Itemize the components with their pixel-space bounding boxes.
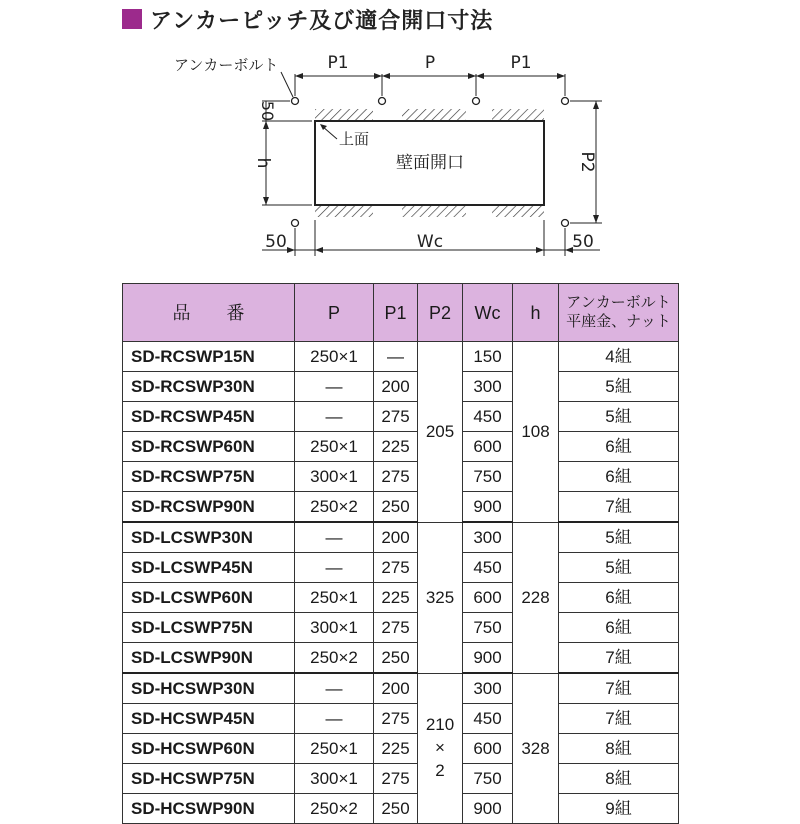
cell-anchor: 6組: [559, 432, 679, 462]
table-row: [123, 372, 679, 402]
cell-p1: 275: [374, 553, 418, 583]
table-row: [123, 673, 679, 704]
cell-p1: 200: [374, 673, 418, 704]
header-p1: P1: [374, 284, 418, 342]
anchor-hole-bottom-left: [292, 220, 299, 227]
cell-model: SD-RCSWP60N: [123, 432, 295, 462]
cell-h-group-hc: 328: [513, 673, 559, 824]
cell-p: 300×1: [295, 613, 374, 643]
anchor-pitch-diagram: [0, 0, 800, 280]
cell-p1: 275: [374, 462, 418, 492]
table-row: [123, 402, 679, 432]
header-wc: Wc: [463, 284, 513, 342]
cell-wc: 600: [463, 432, 513, 462]
cell-h-group-lc: 228: [513, 522, 559, 673]
dim-label-50-left-top: 50: [258, 100, 277, 122]
cell-model: SD-HCSWP45N: [123, 704, 295, 734]
cell-anchor: 5組: [559, 522, 679, 553]
cell-wc: 600: [463, 583, 513, 613]
cell-model: SD-RCSWP90N: [123, 492, 295, 523]
cell-p: 300×1: [295, 462, 374, 492]
hatch-bottom-left: [315, 205, 373, 217]
dim-label-h: h: [253, 157, 273, 169]
cell-wc: 900: [463, 794, 513, 824]
cell-model: SD-RCSWP45N: [123, 402, 295, 432]
cell-p1: 275: [374, 402, 418, 432]
cell-p1: 225: [374, 583, 418, 613]
dim-label-p1-left: P1: [327, 53, 349, 73]
cell-wc: 450: [463, 402, 513, 432]
dim-label-50-bottom-left: 50: [265, 232, 287, 252]
cell-h-group-rc: 108: [513, 342, 559, 523]
cell-p: 250×1: [295, 432, 374, 462]
hatch-top-left: [315, 109, 373, 121]
table-row: [123, 764, 679, 794]
cell-p1: 250: [374, 794, 418, 824]
cell-p: 250×2: [295, 794, 374, 824]
cell-p2-group-hc: [418, 673, 463, 824]
anchor-bolt-leader: [281, 72, 293, 97]
cell-p1: 250: [374, 492, 418, 523]
cell-model: SD-LCSWP30N: [123, 522, 295, 553]
cell-p: —: [295, 553, 374, 583]
cell-model: SD-LCSWP45N: [123, 553, 295, 583]
table-row: [123, 794, 679, 824]
cell-p: 250×1: [295, 583, 374, 613]
dim-label-50-bottom-right: 50: [572, 232, 594, 252]
cell-p1: 225: [374, 734, 418, 764]
table-header-row: [123, 284, 679, 342]
top-surface-label: 上面: [339, 130, 370, 148]
table-row: [123, 704, 679, 734]
cell-p: 250×2: [295, 643, 374, 674]
cell-p2-group-rc: 205: [418, 342, 463, 523]
cell-p2-group-lc: 325: [418, 522, 463, 673]
header-anchor-set: [559, 284, 679, 342]
header-p2: P2: [418, 284, 463, 342]
cell-wc: 750: [463, 462, 513, 492]
cell-wc: 750: [463, 613, 513, 643]
cell-model: SD-RCSWP30N: [123, 372, 295, 402]
cell-p: 250×2: [295, 492, 374, 523]
table-row: [123, 553, 679, 583]
cell-p: —: [295, 673, 374, 704]
header-anchor-line1: アンカーボルト: [566, 293, 671, 311]
cell-anchor: 8組: [559, 764, 679, 794]
hatch-bottom-mid: [402, 205, 466, 217]
wall-opening-label: 壁面開口: [396, 153, 464, 173]
cell-p1: 250: [374, 643, 418, 674]
cell-wc: 900: [463, 643, 513, 674]
table-row: [123, 643, 679, 674]
anchor-hole-top-left: [292, 98, 299, 105]
cell-anchor: 7組: [559, 643, 679, 674]
cell-wc: 300: [463, 673, 513, 704]
table-row: [123, 462, 679, 492]
cell-anchor: 5組: [559, 402, 679, 432]
anchor-bolt-label: アンカーボルト: [174, 56, 279, 74]
cell-model: SD-HCSWP75N: [123, 764, 295, 794]
p2-hc-line3: 2: [435, 760, 445, 780]
cell-p1: 275: [374, 764, 418, 794]
cell-wc: 450: [463, 553, 513, 583]
cell-p1: 275: [374, 704, 418, 734]
table-row: [123, 613, 679, 643]
dim-label-wc: Wc: [416, 232, 444, 252]
cell-p: 250×1: [295, 734, 374, 764]
cell-p1: 275: [374, 613, 418, 643]
cell-p: 300×1: [295, 764, 374, 794]
table-row: [123, 342, 679, 372]
cell-model: SD-LCSWP90N: [123, 643, 295, 674]
cell-p1: 200: [374, 372, 418, 402]
header-model: 品 番: [123, 284, 295, 342]
header-p: P: [295, 284, 374, 342]
heading-title: アンカーピッチ及び適合開口寸法: [150, 8, 494, 34]
cell-p1: 200: [374, 522, 418, 553]
cell-p1: —: [374, 342, 418, 372]
cell-model: SD-HCSWP90N: [123, 794, 295, 824]
cell-p: —: [295, 372, 374, 402]
cell-anchor: 7組: [559, 492, 679, 523]
cell-anchor: 8組: [559, 734, 679, 764]
cell-p: —: [295, 402, 374, 432]
cell-wc: 900: [463, 492, 513, 523]
cell-p: —: [295, 704, 374, 734]
cell-model: SD-LCSWP60N: [123, 583, 295, 613]
cell-anchor: 7組: [559, 704, 679, 734]
anchor-spec-table: [122, 283, 679, 824]
cell-wc: 600: [463, 734, 513, 764]
cell-wc: 300: [463, 372, 513, 402]
cell-anchor: 6組: [559, 583, 679, 613]
top-dimension-line: [295, 74, 565, 96]
cell-model: SD-RCSWP75N: [123, 462, 295, 492]
cell-model: SD-LCSWP75N: [123, 613, 295, 643]
cell-model: SD-RCSWP15N: [123, 342, 295, 372]
hatch-top-mid: [402, 109, 466, 121]
cell-wc: 750: [463, 764, 513, 794]
cell-model: SD-HCSWP30N: [123, 673, 295, 704]
table-row: [123, 734, 679, 764]
cell-anchor: 4組: [559, 342, 679, 372]
cell-p1: 225: [374, 432, 418, 462]
anchor-hole-top-3: [473, 98, 480, 105]
cell-p: —: [295, 522, 374, 553]
cell-anchor: 5組: [559, 372, 679, 402]
cell-wc: 300: [463, 522, 513, 553]
table-row: [123, 432, 679, 462]
table-row: [123, 522, 679, 553]
cell-anchor: 6組: [559, 613, 679, 643]
header-h: h: [513, 284, 559, 342]
cell-model: SD-HCSWP60N: [123, 734, 295, 764]
hatch-bottom-right: [492, 205, 544, 217]
hatch-top-right: [492, 109, 544, 121]
dim-label-p1-right: P1: [510, 53, 532, 73]
dim-label-p2: P2: [577, 151, 597, 173]
cell-wc: 450: [463, 704, 513, 734]
cell-wc: 150: [463, 342, 513, 372]
cell-anchor: 6組: [559, 462, 679, 492]
anchor-hole-bottom-right: [562, 220, 569, 227]
cell-anchor: 7組: [559, 673, 679, 704]
cell-anchor: 5組: [559, 553, 679, 583]
table-row: [123, 583, 679, 613]
cell-anchor: 9組: [559, 794, 679, 824]
dim-label-p: P: [424, 53, 436, 73]
p2-hc-line1: 210: [425, 714, 455, 734]
header-anchor-line2: 平座金、ナット: [566, 312, 671, 330]
p2-hc-line2: ×: [435, 737, 445, 757]
cell-p: 250×1: [295, 342, 374, 372]
anchor-hole-top-right: [562, 98, 569, 105]
table-row: [123, 492, 679, 523]
anchor-hole-top-2: [379, 98, 386, 105]
